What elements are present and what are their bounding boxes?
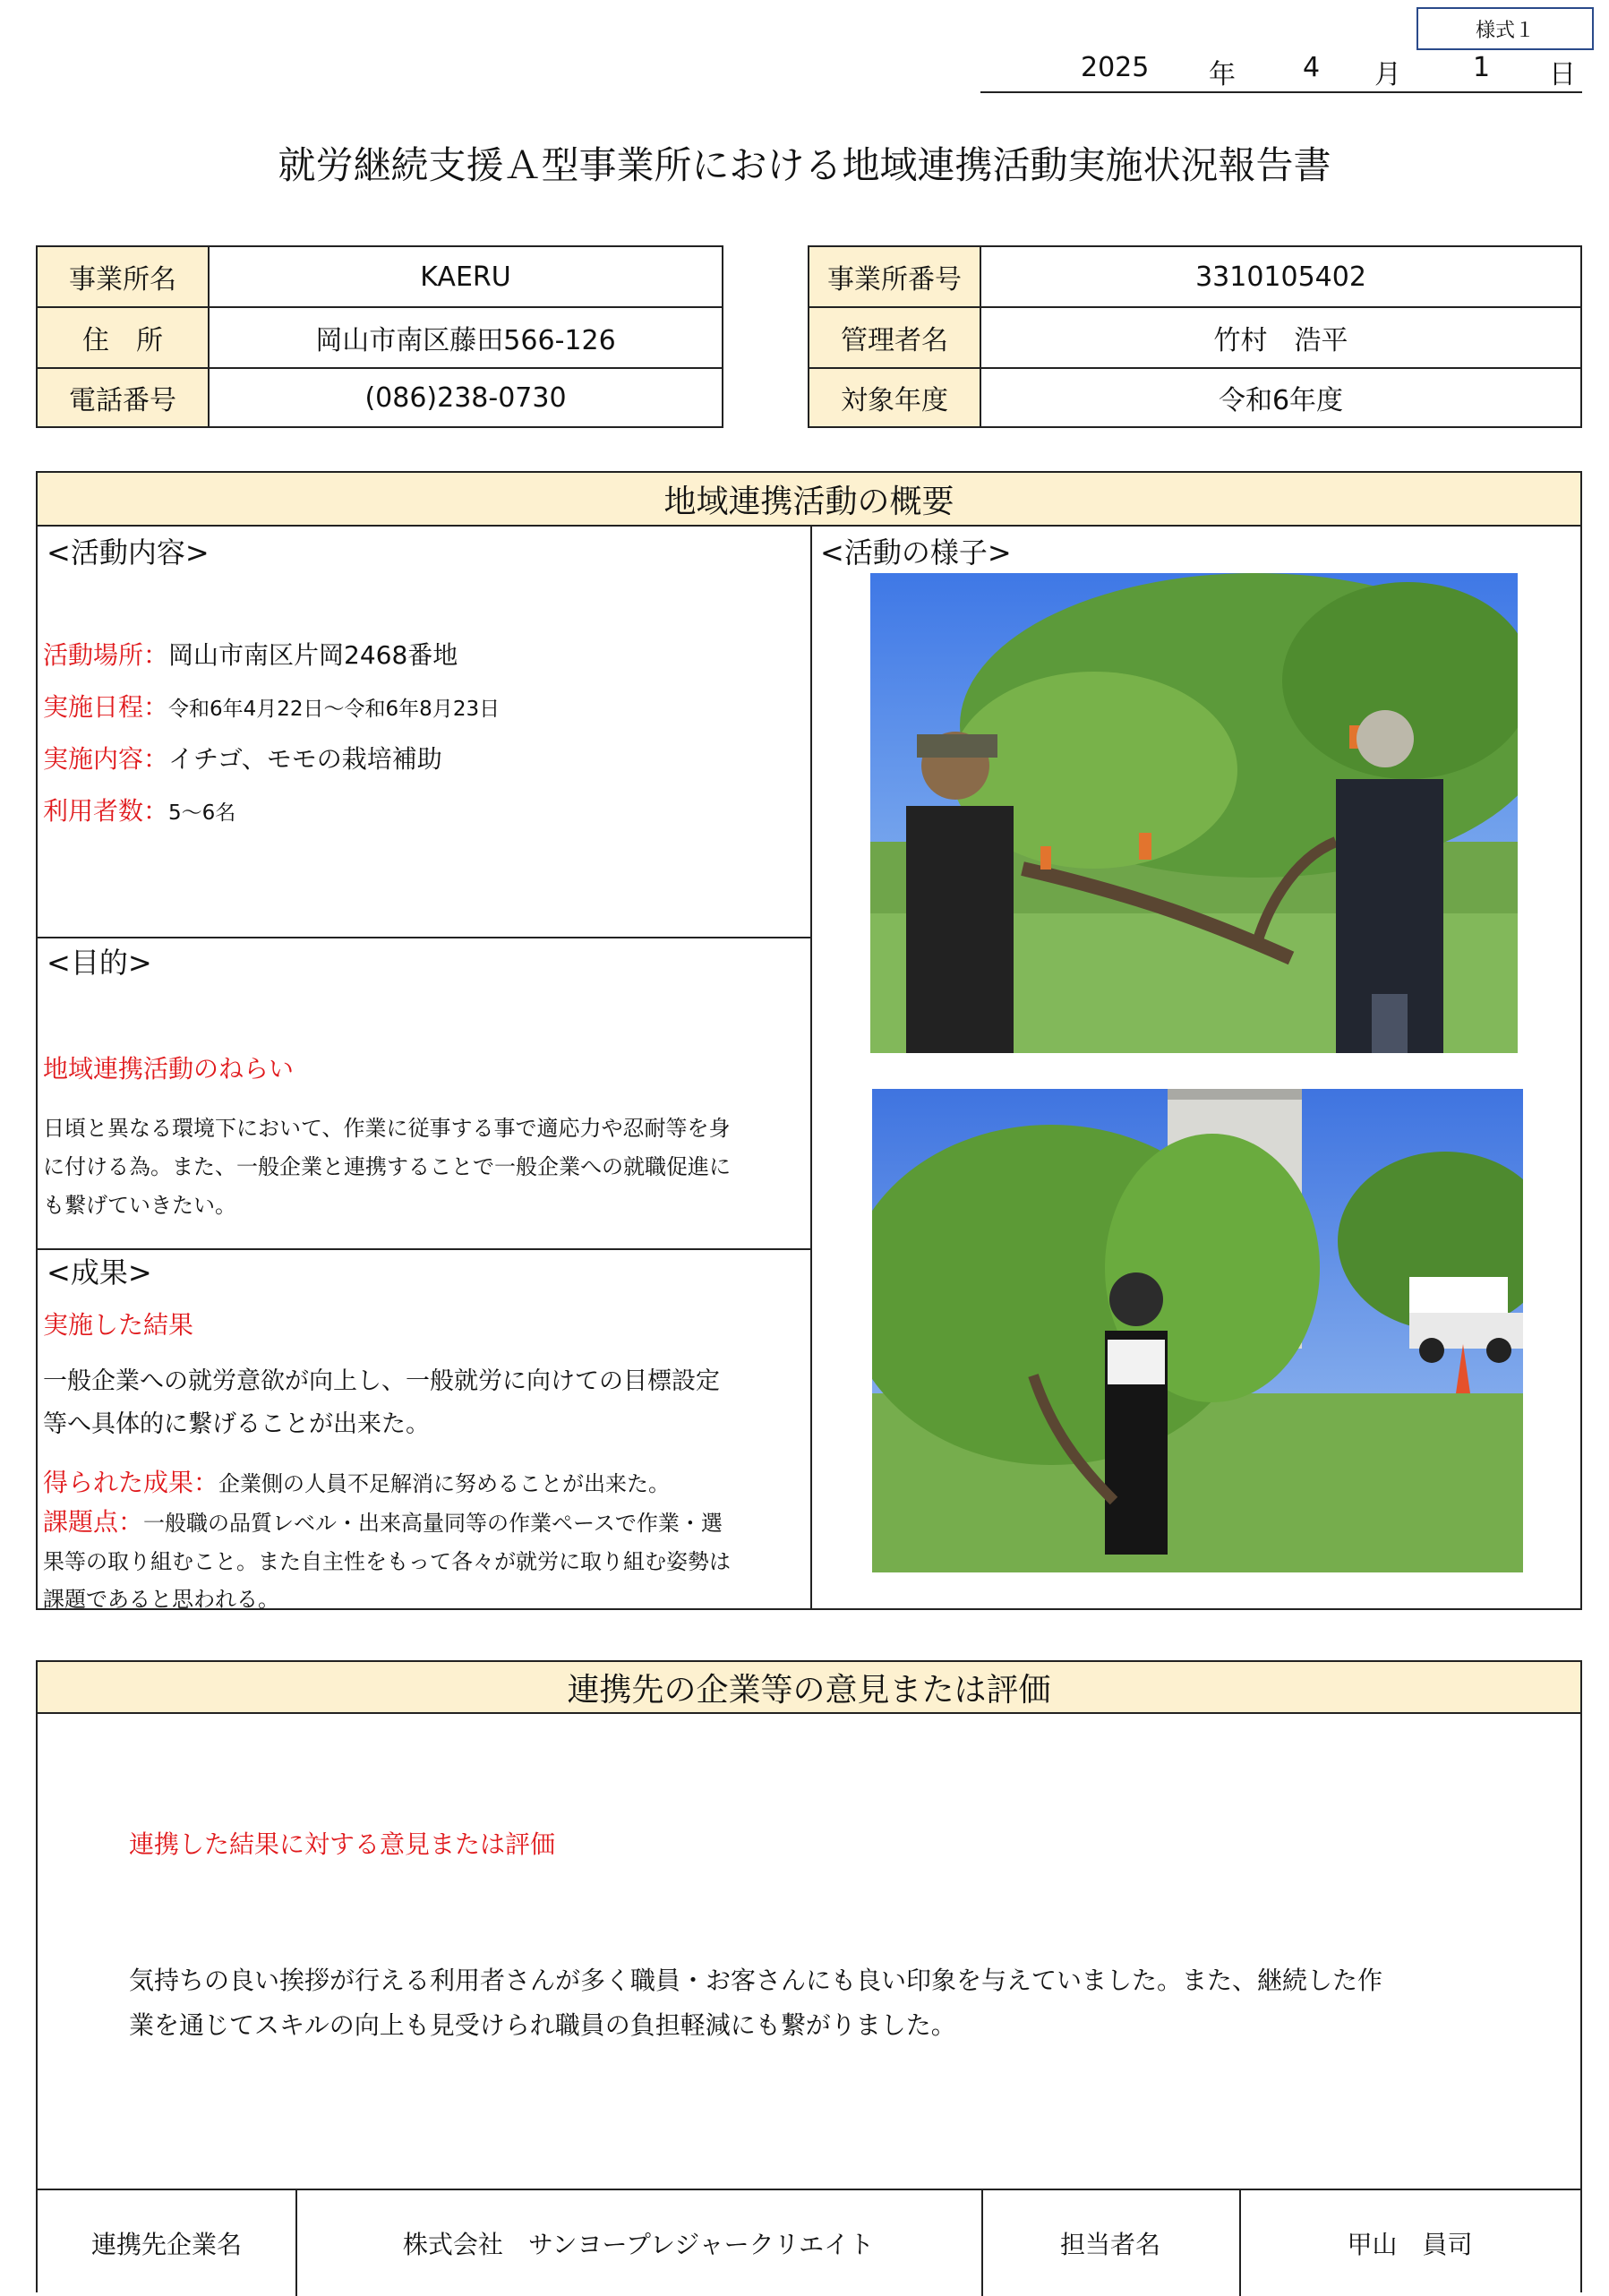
results-divider bbox=[38, 1248, 811, 1250]
info-label-manager: 管理者名 bbox=[808, 306, 981, 369]
info-table-left bbox=[36, 245, 723, 428]
purpose-subheading: 地域連携活動のねらい bbox=[43, 1054, 295, 1084]
purpose-divider bbox=[38, 937, 811, 938]
results-subheading: 実施した結果 bbox=[43, 1310, 194, 1340]
date-line bbox=[980, 47, 1582, 93]
activity-place-value: 岡山市南区片岡2468番地 bbox=[168, 640, 458, 670]
activity-photo-1 bbox=[870, 573, 1518, 1053]
activity-place bbox=[43, 636, 458, 672]
info-value-manager: 竹村 浩平 bbox=[980, 306, 1582, 369]
evaluation-line-1: 気持ちの良い挨拶が行える利用者さんが多く職員・お客さんにも良い印象を与えていました。また、継続した作 bbox=[129, 1966, 1383, 1995]
activity-users bbox=[43, 792, 235, 827]
results-line-2: 等へ具体的に繋げることが出来た。 bbox=[43, 1410, 430, 1438]
info-label-fiscal-year: 対象年度 bbox=[808, 367, 981, 428]
activity-date-value: 令和6年4月22日～令和6年8月23日 bbox=[168, 698, 501, 721]
date-year: 2025 bbox=[1081, 52, 1150, 83]
footer-company-label: 連携先企業名 bbox=[38, 2190, 297, 2296]
info-label-phone: 電話番号 bbox=[36, 367, 210, 428]
info-value-address: 岡山市南区藤田566-126 bbox=[208, 306, 723, 369]
overview-section bbox=[36, 471, 1582, 1610]
photos-heading: <活動の様子> bbox=[820, 535, 1012, 570]
info-label-address: 住 所 bbox=[36, 306, 210, 369]
activity-users-value: 5～6名 bbox=[168, 801, 236, 825]
info-label-office-number: 事業所番号 bbox=[808, 245, 981, 308]
results-issue-line-3: 課題であると思われる。 bbox=[43, 1587, 279, 1612]
overview-divider bbox=[810, 525, 812, 1608]
form-label-box bbox=[1416, 7, 1594, 50]
purpose-line-2: に付ける為。また、一般企業と連携することで一般企業への就職促進に bbox=[43, 1154, 731, 1179]
evaluation-line-2: 業を通じてスキルの向上も見受けられ職員の負担軽減にも繋がりました。 bbox=[129, 2010, 956, 2040]
purpose-line-3: も繋げていきたい。 bbox=[43, 1193, 236, 1218]
footer-company-value: 株式会社 サンヨープレジャークリエイト bbox=[295, 2190, 983, 2296]
results-gain-value: 企業側の人員不足解消に努めることが出来た。 bbox=[218, 1471, 671, 1496]
footer-person-value: 甲山 員司 bbox=[1347, 2230, 1473, 2259]
results-issue-label: 課題点： bbox=[43, 1507, 144, 1537]
overview-header: 地域連携活動の概要 bbox=[38, 473, 1580, 527]
footer-person-label: 担当者名 bbox=[981, 2190, 1241, 2296]
info-label-office-name: 事業所名 bbox=[36, 245, 210, 308]
date-month-unit: 月 bbox=[1374, 59, 1401, 90]
activity-users-label: 利用者数： bbox=[43, 796, 169, 826]
page-title: 就労継続支援Ａ型事業所における地域連携活動実施状況報告書 bbox=[278, 143, 1331, 187]
evaluation-header: 連携先の企業等の意見または評価 bbox=[38, 1662, 1580, 1714]
date-day: 1 bbox=[1473, 52, 1491, 83]
info-value-office-name: KAERU bbox=[208, 245, 723, 308]
purpose-heading: <目的> bbox=[47, 946, 152, 980]
footer-row bbox=[38, 2189, 1580, 2294]
info-value-fiscal-year: 令和6年度 bbox=[980, 367, 1582, 428]
evaluation-section bbox=[36, 1660, 1582, 2292]
info-value-office-number: 3310105402 bbox=[980, 245, 1582, 308]
results-heading: <成果> bbox=[47, 1255, 152, 1289]
results-gain bbox=[43, 1463, 670, 1499]
purpose-line-1: 日頃と異なる環境下において、作業に従事する事で適応力や忍耐等を身 bbox=[43, 1116, 731, 1141]
date-year-unit: 年 bbox=[1209, 59, 1236, 90]
activity-date bbox=[43, 688, 500, 724]
results-issue-line-2: 果等の取り組むこと。また自主性をもって各々が就労に取り組む姿勢は bbox=[43, 1549, 731, 1574]
peach-orchard-photo-1 bbox=[870, 573, 1518, 1053]
activity-place-label: 活動場所： bbox=[43, 640, 169, 670]
form-label: 様式１ bbox=[1475, 19, 1535, 42]
info-value-phone: (086)238-0730 bbox=[208, 367, 723, 428]
peach-orchard-photo-2 bbox=[872, 1089, 1523, 1572]
date-month: 4 bbox=[1303, 52, 1321, 83]
activity-content bbox=[43, 740, 442, 775]
activity-photo-2 bbox=[872, 1089, 1523, 1572]
results-gain-label: 得られた成果： bbox=[43, 1468, 219, 1497]
date-day-unit: 日 bbox=[1549, 59, 1576, 90]
evaluation-subheading: 連携した結果に対する意見または評価 bbox=[129, 1829, 556, 1859]
activity-heading: <活動内容> bbox=[47, 535, 210, 570]
results-issue bbox=[43, 1503, 723, 1538]
results-issue-line-1: 一般職の品質レベル・出来高量同等の作業ペースで作業・選 bbox=[143, 1511, 723, 1536]
activity-content-value: イチゴ、モモの栽培補助 bbox=[168, 744, 442, 774]
activity-content-label: 実施内容： bbox=[43, 744, 169, 774]
info-table-right bbox=[808, 245, 1582, 428]
activity-date-label: 実施日程： bbox=[43, 692, 169, 722]
results-line-1: 一般企業への就労意欲が向上し、一般就労に向けての目標設定 bbox=[43, 1367, 720, 1395]
